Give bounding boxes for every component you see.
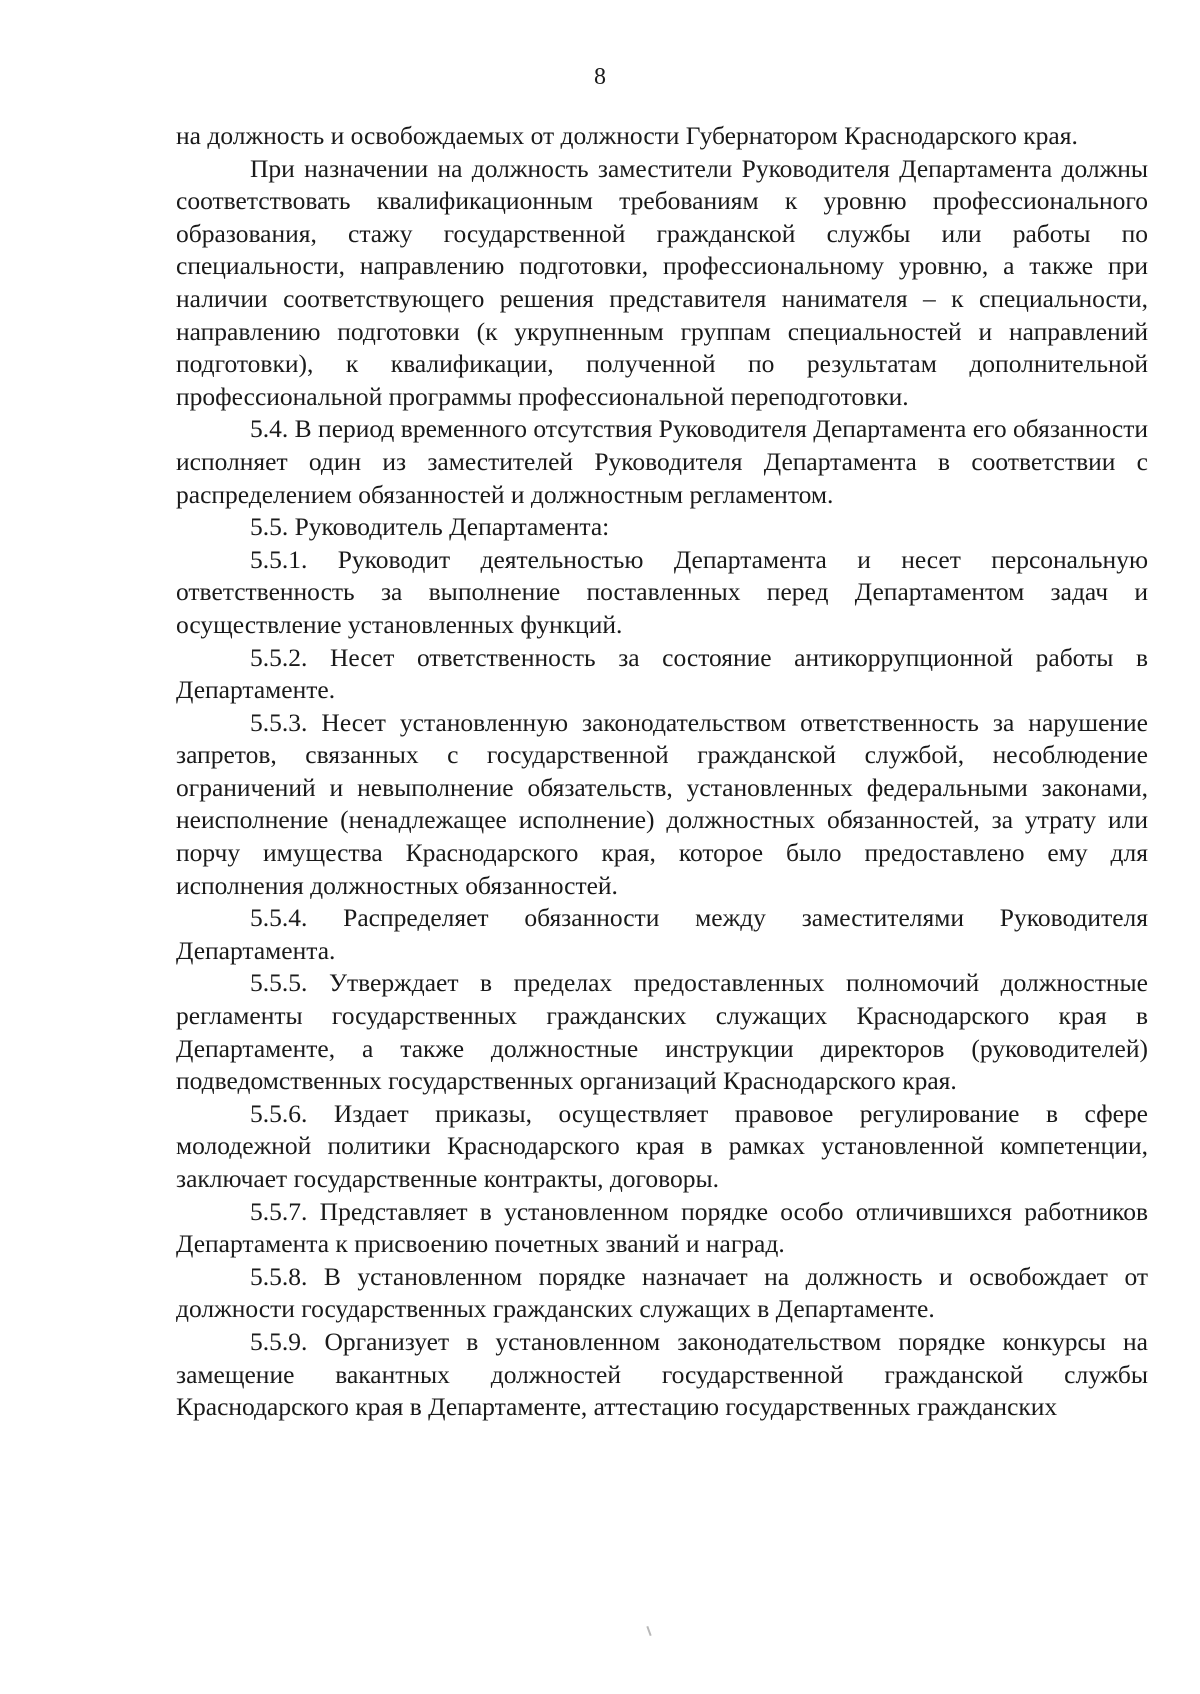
paragraph-5-5: 5.5. Руководитель Департамента: (250, 512, 610, 542)
paragraph-5-5-5: 5.5.5. Утверждает в пределах предоставленных полномочий должностные регламенты государственных гражданских служащих Краснодарского края в Департаменте, а также должностные инструкции директоров (руководителей) подведомственных государственных организаций Краснодарского края. (176, 968, 1148, 1096)
document-body (176, 120, 1148, 1424)
page-number: 8 (594, 64, 606, 90)
paragraph-5-5-6: 5.5.6. Издает приказы, осуществляет правовое регулирование в сфере молодежной политики Краснодарского края в рамках установленной компетенции, заключает государственные контракты, договоры. (176, 1098, 1148, 1193)
paragraph-5-5-7: 5.5.7. Представляет в установленном порядке особо отличившихся работников Департамента к присвоению почетных званий и наград. (176, 1196, 1148, 1259)
paragraph-5-4: 5.4. В период временного отсутствия Руководителя Департамента его обязанности исполняет один из заместителей Руководителя Департамента в соответствии с распределением обязанностей и должностным регламентом. (176, 414, 1148, 509)
paragraph-5-5-4: 5.5.4. Распределяет обязанности между заместителями Руководителя Департамента. (176, 903, 1148, 965)
paragraph-5-5-3: 5.5.3. Несет установленную законодательством ответственность за нарушение запретов, связанных с государственной гражданской службой, несоблюдение ограничений и невыполнение обязательств, установленных федеральными законами, неисполнение (ненадлежащее исполнение) должностных обязанностей, за утрату или порчу имущества Краснодарского края, которое было предоставлено ему для исполнения должностных обязанностей. (176, 707, 1148, 900)
paragraph-5-5-1: 5.5.1. Руководит деятельностью Департамента и несет персональную ответственность за выполнение поставленных перед Департаментом задач и осуществление установленных функций. (176, 544, 1148, 639)
paragraph-5-5-2: 5.5.2. Несет ответственность за состояние антикоррупционной работы в Департаменте. (176, 642, 1148, 705)
paragraph-deputy-requirements: При назначении на должность заместители Руководителя Департамента должны соответствовать квалификационным требованиям к уровню профессионального образования, стажу государственной гражданской службы или работы по специальности, направлению подготовки, профессиональному уровню, а также при наличии соответствующего решения представителя нанимателя – к специальности, направлению подготовки (к укрупненным группам специальностей и направлений подготовки), к квалификации, полученной по результатам дополнительной профессиональной программы профессиональной переподготовки. (176, 153, 1148, 411)
paragraph-5-5-8: 5.5.8. В установленном порядке назначает на должность и освобождает от должности государственных гражданских служащих в Департаменте. (176, 1261, 1148, 1324)
paragraph-5-5-9: 5.5.9. Организует в установленном законодательством порядке конкурсы на замещение вакантных должностей государственной гражданской службы Краснодарского края в Департаменте, аттестацию государственных гражданских (176, 1326, 1148, 1422)
scan-artifact-mark (646, 1626, 651, 1636)
paragraph-continuation: на должность и освобождаемых от должности Губернатором Краснодарского края. (176, 121, 1078, 150)
